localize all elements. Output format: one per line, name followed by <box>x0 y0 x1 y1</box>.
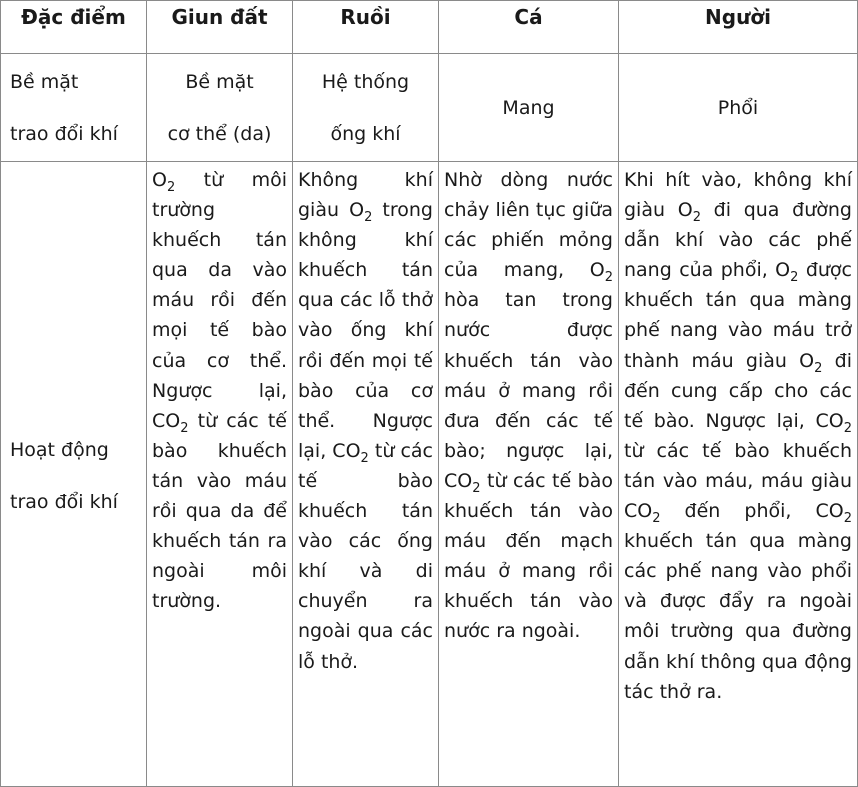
surface-label-line1: Bề mặt <box>10 70 79 93</box>
subscript: 2 <box>814 360 823 376</box>
text-run: từ các tế bào khuếch tán vào các ống khí và di chuyển ra ngoài qua các lỗ thở. <box>298 439 433 673</box>
subscript: 2 <box>364 209 373 225</box>
text-run: Nhờ dòng nước chảy liên tục giữa các phiến mỏng của mang, O <box>444 169 613 282</box>
subscript: 2 <box>843 510 852 526</box>
header-fish: Cá <box>439 1 619 54</box>
text-run: khuếch tán qua màng các phế nang vào phổi và được đẩy ra ngoài môi trường qua đường dẫn khí thông qua động tác thở ra. <box>624 530 852 703</box>
text-run: từ các tế bào khuếch tán vào máu đến mạch máu ở mang rồi khuếch tán vào nước ra ngoài. <box>444 469 613 643</box>
text-run: Không khí giàu O <box>298 169 433 222</box>
surface-row <box>1 54 858 162</box>
activity-row <box>1 162 858 787</box>
subscript: 2 <box>652 510 661 526</box>
text-run: hòa tan trong nước được khuếch tán vào máu ở mang rồi đưa đến các tế bào; ngược lại, CO <box>444 289 613 492</box>
subscript: 2 <box>692 209 701 225</box>
text-run: Khi hít vào, không khí giàu O <box>624 169 852 222</box>
surface-earthworm-cell <box>147 54 293 162</box>
text-run: đi đến cung cấp cho các tế bào. Ngược lại, CO <box>624 349 852 432</box>
surface-fly-line1: Hệ thống <box>321 70 410 93</box>
header-human: Người <box>619 1 858 54</box>
surface-earthworm-line2: cơ thể (da) <box>167 122 272 145</box>
activity-human-cell <box>619 162 858 787</box>
subscript: 2 <box>180 420 189 436</box>
text-run: từ các tế bào khuếch tán vào máu, máu giàu CO <box>624 439 852 523</box>
text-run: được khuếch tán qua màng phế nang vào máu trở thành máu giàu O <box>624 259 852 372</box>
header-earthworm: Giun đất <box>147 1 293 54</box>
text-run: trong không khí khuếch tán qua các lỗ thở vào ống khí rồi đến mọi tế bào của cơ thể. Ngược lại, CO <box>298 199 433 462</box>
activity-label-line1: Hoạt động <box>10 438 109 461</box>
activity-label-cell <box>1 162 147 787</box>
subscript: 2 <box>790 270 799 286</box>
surface-fly-line2: ống khí <box>330 122 401 145</box>
surface-fly-cell <box>293 54 439 162</box>
subscript: 2 <box>604 270 613 286</box>
text-run: từ môi trường khuếch tán qua da vào máu rồi đến mọi tế bào của cơ thể. Ngược lại, CO <box>152 169 287 432</box>
activity-earthworm-cell <box>147 162 293 787</box>
subscript: 2 <box>360 450 369 466</box>
subscript: 2 <box>472 480 481 496</box>
text-run: từ các tế bào khuếch tán vào máu rồi qua da để khuếch tán ra ngoài môi trường. <box>152 409 287 613</box>
text-run: đi qua đường dẫn khí vào các phế nang của phổi, O <box>624 199 852 282</box>
header-fly: Ruồi <box>293 1 439 54</box>
subscript: 2 <box>843 420 852 436</box>
surface-human-cell: Phổi <box>619 54 858 162</box>
activity-fly-cell <box>293 162 439 787</box>
header-characteristic: Đặc điểm <box>1 1 147 54</box>
text-run: đến phổi, CO <box>660 500 844 523</box>
activity-label-line2: trao đổi khí <box>10 490 118 513</box>
subscript: 2 <box>166 179 176 195</box>
surface-label-cell <box>1 54 147 162</box>
surface-fish-cell: Mang <box>439 54 619 162</box>
surface-earthworm-line1: Bề mặt <box>185 70 254 93</box>
surface-label-line2: trao đổi khí <box>10 122 118 145</box>
text-run: O <box>152 169 167 191</box>
activity-fish-cell <box>439 162 619 787</box>
header-row <box>1 1 858 54</box>
